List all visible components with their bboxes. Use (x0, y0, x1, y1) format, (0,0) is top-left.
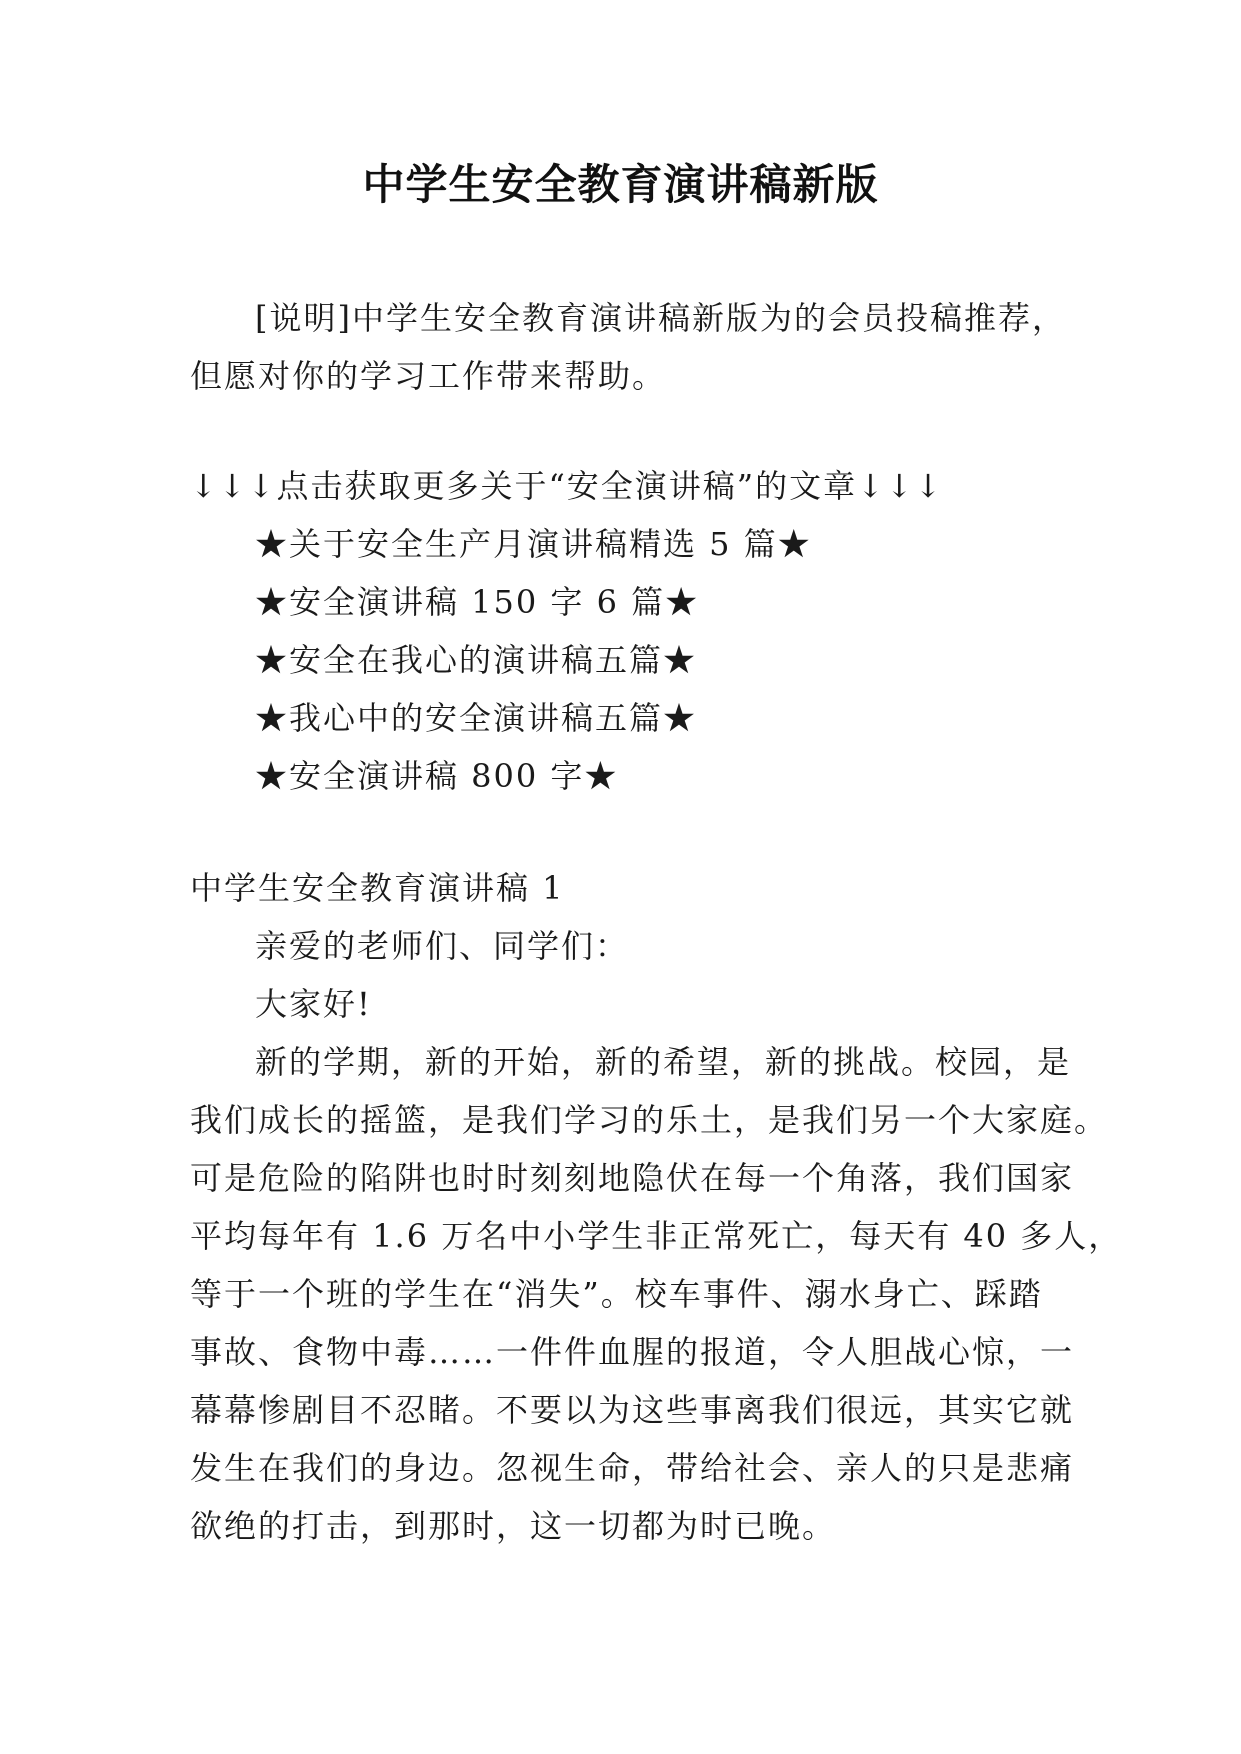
more-articles-link[interactable]: ↓↓↓点击获取更多关于“安全演讲稿”的文章↓↓↓ (190, 467, 944, 505)
body-line: 等于一个班的学生在“消失”。校车事件、溺水身亡、踩踏 (190, 1275, 1043, 1313)
related-link-5[interactable]: ★安全演讲稿 800 字★ (255, 757, 619, 795)
body-line: 可是危险的陷阱也时时刻刻地隐伏在每一个角落，我们国家 (190, 1159, 1075, 1197)
related-link-2[interactable]: ★安全演讲稿 150 字 6 篇★ (255, 583, 700, 621)
related-link-3[interactable]: ★安全在我心的演讲稿五篇★ (255, 641, 698, 679)
body-line: 幕幕惨剧目不忍睹。不要以为这些事离我们很远，其实它就 (190, 1391, 1075, 1429)
intro-line-1: [说明]中学生安全教育演讲稿新版为的会员投稿推荐， (255, 299, 1066, 337)
greeting: 大家好! (255, 985, 372, 1023)
related-link-1[interactable]: ★关于安全生产月演讲稿精选 5 篇★ (255, 525, 812, 563)
section-heading: 中学生安全教育演讲稿 1 (190, 869, 565, 907)
related-link-4[interactable]: ★我心中的安全演讲稿五篇★ (255, 699, 698, 737)
body-line: 平均每年有 1.6 万名中小学生非正常死亡，每天有 40 多人， (190, 1217, 1123, 1255)
document-title: 中学生安全教育演讲稿新版 (362, 160, 879, 209)
salutation: 亲爱的老师们、同学们： (255, 927, 630, 965)
body-line: 新的学期，新的开始，新的希望，新的挑战。校园，是 (255, 1043, 1072, 1081)
body-line: 欲绝的打击，到那时，这一切都为时已晚。 (190, 1507, 837, 1545)
body-line: 发生在我们的身边。忽视生命，带给社会、亲人的只是悲痛 (190, 1449, 1075, 1487)
body-line: 事故、食物中毒……一件件血腥的报道，令人胆战心惊，一 (190, 1333, 1075, 1371)
body-line: 我们成长的摇篮，是我们学习的乐土，是我们另一个大家庭。 (190, 1101, 1109, 1139)
intro-line-2: 但愿对你的学习工作带来帮助。 (190, 357, 667, 395)
